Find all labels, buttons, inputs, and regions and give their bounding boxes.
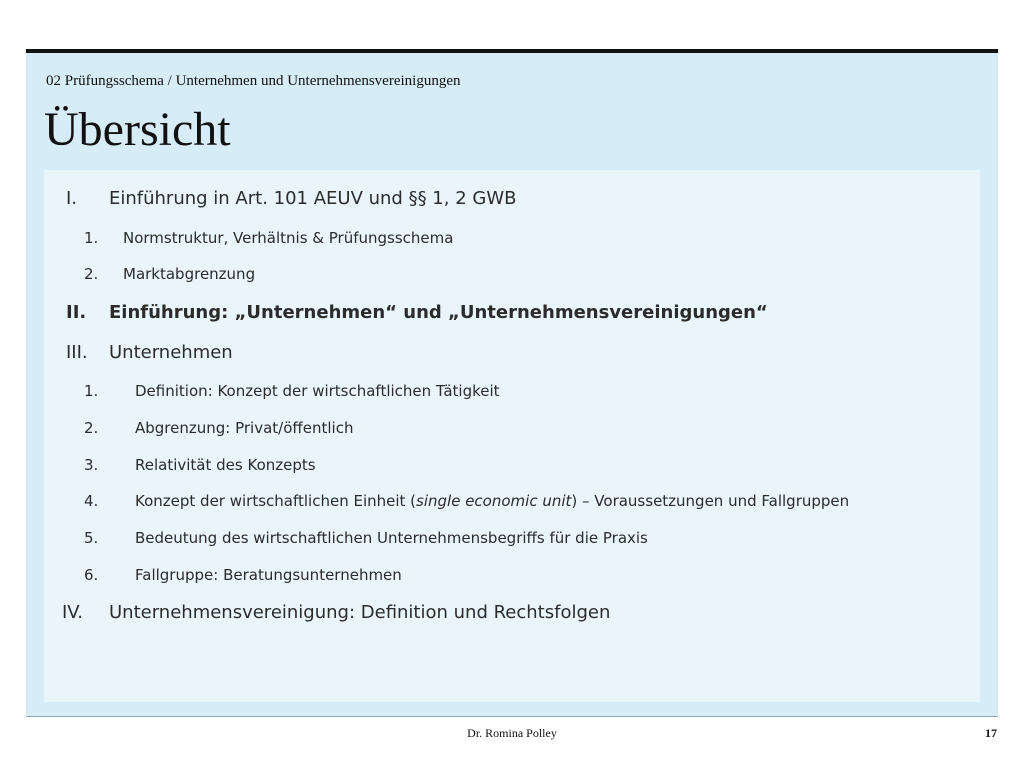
outline-number: 3. <box>84 456 99 474</box>
outline-text: Relativität des Konzepts <box>135 456 316 474</box>
outline-number: 6. <box>84 566 99 584</box>
outline-text-before: Konzept der wirtschaftlichen Einheit ( <box>135 492 417 510</box>
outline-text: Einführung: „Unternehmen“ und „Unternehmensvereinigungen“ <box>109 302 768 323</box>
outline-text-after: ) – Voraussetzungen und Fallgruppen <box>571 492 850 510</box>
outline-text: Unternehmen <box>109 342 233 363</box>
outline-text: Bedeutung des wirtschaftlichen Unternehmensbegriffs für die Praxis <box>135 529 648 547</box>
outline-text: Marktabgrenzung <box>123 265 256 283</box>
outline-number: 4. <box>84 492 99 510</box>
outline-text: Definition: Konzept der wirtschaftlichen Tätigkeit <box>135 382 500 400</box>
page-number: 17 <box>985 726 997 740</box>
outline-text: Normstruktur, Verhältnis & Prüfungsschema <box>123 229 454 247</box>
outline-text: Abgrenzung: Privat/öffentlich <box>135 419 354 437</box>
section-subtitle: 02 Prüfungsschema / Unternehmen und Unternehmensvereinigungen <box>46 73 461 89</box>
outline-text-italic: single economic unit <box>416 492 572 510</box>
outline-text: Fallgruppe: Beratungsunternehmen <box>135 566 402 584</box>
outline-number: III. <box>66 342 88 363</box>
outline-number: 2. <box>84 265 99 283</box>
outline-number: 1. <box>84 382 99 400</box>
outline-number: I. <box>66 188 78 209</box>
outline-text: Unternehmensvereinigung: Definition und Rechtsfolgen <box>109 602 611 623</box>
outline-number: IV. <box>62 602 84 623</box>
outline-text <box>135 491 849 511</box>
outline-number: 1. <box>84 229 99 247</box>
page-title: Übersicht <box>44 103 231 156</box>
outline-number: 2. <box>84 419 99 437</box>
outline-text: Einführung in Art. 101 AEUV und §§ 1, 2 GWB <box>109 188 517 209</box>
outline-number: II. <box>66 302 87 323</box>
outline-box <box>44 170 980 702</box>
slide <box>26 49 998 717</box>
outline-number: 5. <box>84 529 99 547</box>
footer-author: Dr. Romina Polley <box>467 726 557 740</box>
